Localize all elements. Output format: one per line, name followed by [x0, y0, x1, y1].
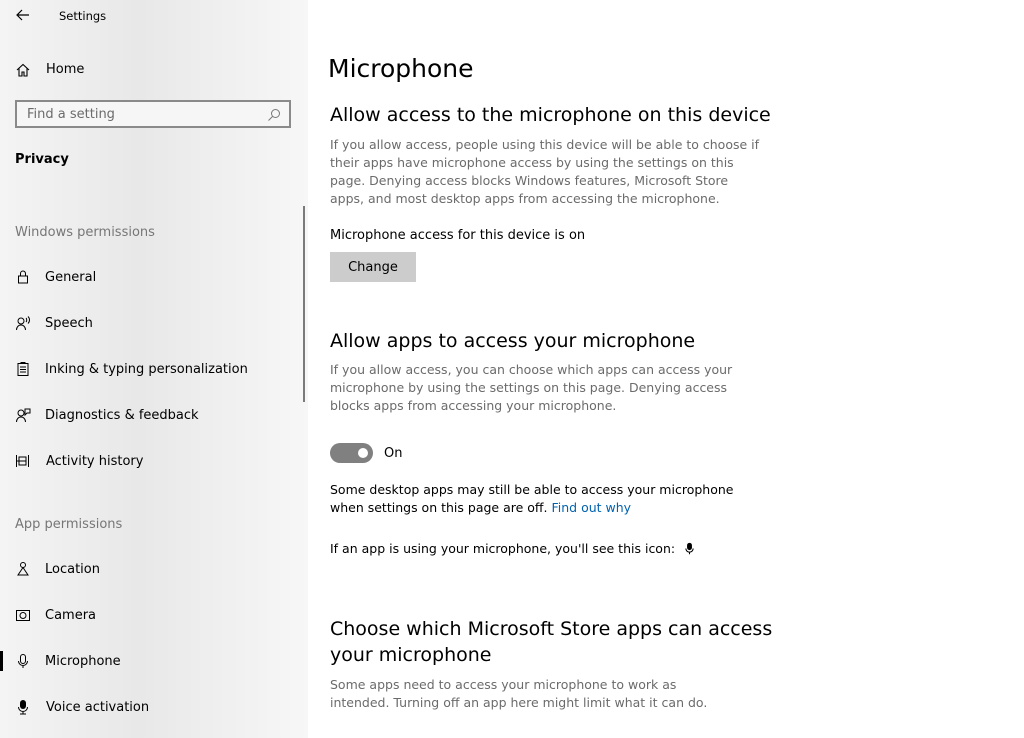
icon-note — [330, 541, 696, 558]
sidebar-item-label: General — [45, 270, 97, 285]
apps-section-heading: Allow apps to access your microphone — [330, 330, 696, 352]
location-icon — [14, 560, 32, 578]
store-section-heading-line1: Choose which Microsoft Store apps can access — [330, 618, 773, 640]
page-title: Microphone — [328, 54, 474, 83]
group-title-windows-permissions: Windows permissions — [15, 225, 155, 240]
apps-section-description: If you allow access, you can choose which apps can access your microphone by using the settings on this page. Denying access blocks apps from accessing your microphone. — [330, 362, 733, 413]
speech-icon — [14, 314, 32, 332]
lock-icon — [14, 268, 32, 286]
toggle-state-label: On — [384, 446, 403, 461]
store-section-description: Some apps need to access your microphone to work as intended. Turning off an app here might limit what it can do. — [330, 677, 708, 710]
clipboard-icon — [14, 360, 32, 378]
sidebar-item-label: Camera — [45, 608, 97, 623]
device-section-heading: Allow access to the microphone on this device — [330, 104, 771, 126]
change-button[interactable]: Change — [330, 252, 416, 282]
toggle-knob — [358, 448, 368, 458]
device-access-status: Microphone access for this device is on — [330, 228, 586, 243]
sidebar-item-label: Microphone — [45, 654, 121, 669]
group-title-app-permissions: App permissions — [15, 517, 123, 532]
desktop-apps-note — [330, 481, 770, 517]
desktop-apps-note-text: Some desktop apps may still be able to access your microphone when settings on this page are off. — [330, 482, 734, 515]
store-section-heading-line2: your microphone — [330, 644, 492, 666]
camera-icon — [14, 606, 32, 624]
sidebar-item-label: Speech — [45, 316, 93, 331]
sidebar-scrollbar[interactable] — [303, 206, 305, 402]
microphone-icon — [14, 652, 32, 670]
sidebar-item-label: Activity history — [46, 454, 144, 469]
main-content — [308, 0, 1024, 738]
history-icon — [14, 452, 32, 470]
search-icon[interactable] — [265, 106, 283, 124]
feedback-icon — [14, 406, 32, 424]
sidebar-item-label: Inking & typing personalization — [45, 362, 248, 377]
device-section-description: If you allow access, people using this device will be able to choose if their apps have microphone access by using the settings on this page. Denying access blocks Windows features, Microsoft Store apps, and most desktop apps from accessing the microphone. — [330, 137, 760, 206]
sidebar-item-label: Location — [45, 562, 100, 577]
selected-indicator — [0, 651, 3, 671]
window-title: Settings — [59, 9, 107, 23]
icon-note-text: If an app is using your microphone, you'll see this icon: — [330, 541, 676, 556]
home-link[interactable]: Home — [46, 62, 85, 77]
microphone-in-use-icon — [683, 542, 696, 558]
voice-activation-icon — [14, 698, 32, 716]
sidebar-item-label: Voice activation — [46, 700, 150, 715]
search-input[interactable]: Find a setting — [27, 107, 115, 122]
sidebar-item-label: Diagnostics & feedback — [45, 408, 199, 423]
section-title-privacy: Privacy — [15, 152, 69, 167]
microphone-access-toggle[interactable] — [330, 443, 373, 463]
home-icon — [14, 61, 32, 79]
search-field[interactable] — [15, 100, 291, 128]
sidebar — [0, 0, 308, 738]
back-arrow-icon[interactable] — [14, 6, 32, 24]
find-out-why-link[interactable]: Find out why — [551, 500, 632, 515]
